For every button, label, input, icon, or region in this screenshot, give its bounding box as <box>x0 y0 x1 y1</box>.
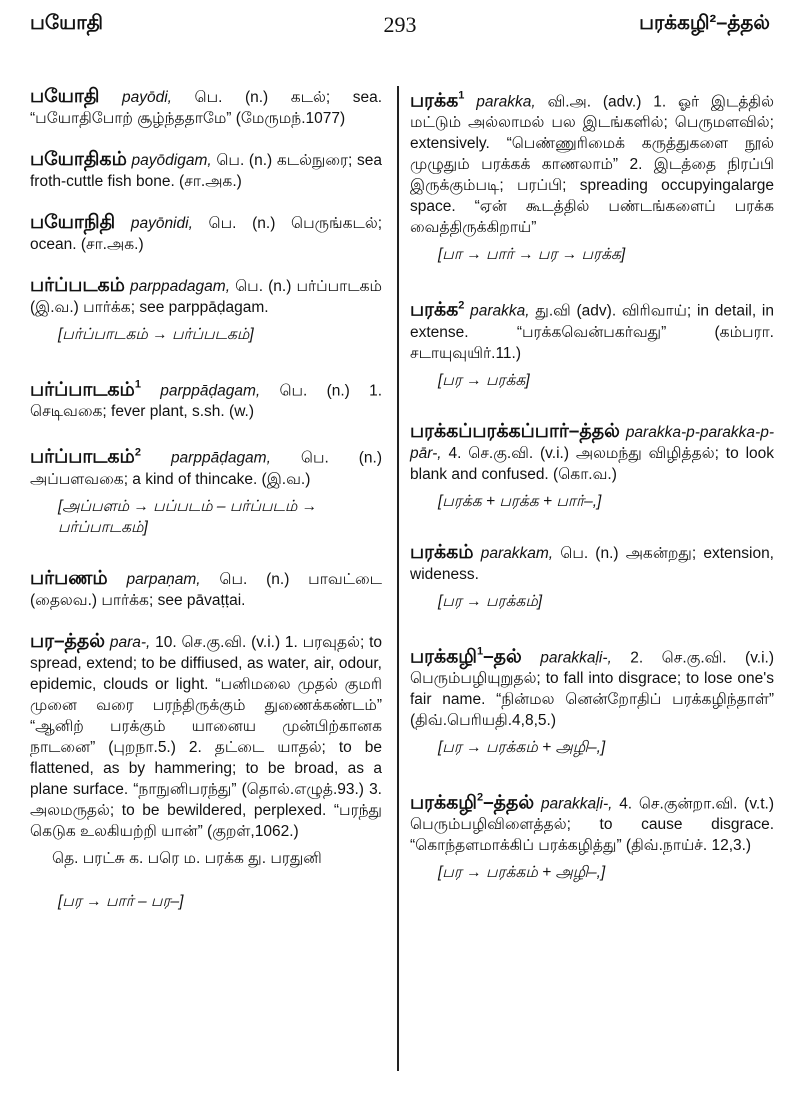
headword: பர்ப்படகம் <box>30 275 125 296</box>
headword: பரக்கம் <box>410 541 474 563</box>
headword: பர்ப்பாடகம் <box>30 379 135 401</box>
entry <box>30 149 382 192</box>
entry <box>30 275 382 318</box>
transliteration: parakkaḷi-, <box>540 648 612 666</box>
headword-suffix: –தல் <box>483 645 522 667</box>
etymology: [பர → பரக்கம் + அழி–,] <box>438 864 606 882</box>
header-left-guideword: பயோதி <box>30 12 104 34</box>
transliteration: parppāḍagam, <box>160 382 261 400</box>
transliteration: payōdi, <box>121 89 172 106</box>
headword: பயோநிதி <box>30 212 116 233</box>
entry <box>30 631 382 842</box>
definition: 4. செ.கு.வி. (v.i.) அலமந்து விழித்தல்; to look blank and confused. (கொ.வ.) <box>410 444 775 483</box>
entry <box>410 788 774 856</box>
entry <box>410 542 774 585</box>
headword: பர–த்தல் <box>30 630 106 652</box>
headword: பரக்க <box>410 299 459 321</box>
headword: பர்ப்பாடகம் <box>30 446 135 468</box>
definition: பெ. (n.) கடல்நுரை; sea froth-cuttle fish bone. (சா.அக.) <box>30 152 382 190</box>
definition: பெ. (n.) கடல்; sea. “பயோதிபோற் சூழ்ந்ததாமே” (மேருமந்.1077) <box>30 89 382 127</box>
etymology: [பர → பரக்கம் + அழி–,] <box>438 738 606 756</box>
entry <box>30 442 382 489</box>
transliteration: parppāḍagam, <box>170 449 271 467</box>
headword: பரக்க <box>410 90 459 112</box>
headword: பயோதி <box>30 86 100 107</box>
etymology: [பர → பரக்க] <box>438 371 530 389</box>
definition: பெ. (n.) 1. செடிவகை; fever plant, s.sh. (w.) <box>30 382 382 421</box>
entry <box>30 86 382 129</box>
transliteration: parakkaḷi-, <box>540 795 613 813</box>
definition: பெ. (n.) அகன்றது; extension, wideness. <box>410 544 774 583</box>
homonym-number: 2 <box>458 299 465 312</box>
column-divider <box>397 86 399 1071</box>
transliteration: parppadagam, <box>130 278 230 295</box>
homonym-number: 2 <box>476 791 484 804</box>
headword: பயோதிகம் <box>30 149 127 170</box>
header-right-guideword: பரக்கழி²–த்தல் <box>639 12 770 34</box>
transliteration: para-, <box>109 633 151 651</box>
definition: 4. செ.குன்றா.வி. (v.t.) பெரும்பழிவிளைத்தல்; to cause disgrace. “கொந்தளமாக்கிப் பரக்கழித்து” (திவ்.நாய்ச். 12,3.) <box>410 795 774 855</box>
definition: வி.அ. (adv.) 1. ஓர் இடத்தில் மட்டும் அல்லாமல் பல இடங்களில்; பெருமளவில்; extensively. “பெண்ணுரிமைக் கருத்துகளை நூல் முழுதும் பரக்கக் காணலாம்” 2. இடத்தை நிரப்பி இருக்கும்படி; பரப்பி; spreading occupyingalarge space. “ஏன் கூடத்தில் பண்டங்களைப் பரக்க வைத்திருக்கிறாய்” <box>410 93 774 237</box>
cognates: தெ. பரட்சு க. பரெ ம. பரக்க து. பரதுனி <box>52 849 322 867</box>
entry <box>30 212 382 255</box>
transliteration: parakka, <box>476 93 536 111</box>
transliteration: payōnidi, <box>130 215 193 232</box>
entry <box>410 295 774 363</box>
definition: 10. செ.கு.வி. (v.i.) 1. பரவுதல்; to spread, extend; to be diffiused, as water, air, odour, epidemic, clouds or light. “பனிமலை முதல் குமரி முனை வரை பரந்திருக்கும் துணைக்கண்டம்” “ஆனிற் பரக்கும் யானைய முன்பிற்கானக நாடனை” (புறநா.5.) 2. தட்டை யாதல்; to be flattened, as by hammering; to be broad, as a plane surface. “நாநுனிபரந்து” (தொல்.எழுத்.93.) 3. அலமருதல்; to be bewildered, perplexed. “பரந்து கெடுக உலகியற்றி யான்” (குறள்,1062.) <box>30 633 382 840</box>
homonym-number: 2 <box>134 446 141 459</box>
left-column <box>30 86 382 942</box>
etymology: [பர்ப்பாடகம் → பர்ப்படகம்] <box>58 326 254 343</box>
entry <box>410 421 774 485</box>
etymology: [பர → பார் – பர–] <box>58 892 184 910</box>
etymology: [பர → பரக்கம்] <box>438 592 543 610</box>
headword: பரக்கழி <box>410 645 477 667</box>
definition: பெ. (n.) அப்பளவகை; a kind of thincake. (இ.வ.) <box>30 449 382 488</box>
definition: பெ. (n.) பெருங்கடல்; ocean. (சா.அக.) <box>30 215 382 253</box>
homonym-number: 1 <box>476 645 484 658</box>
headword: பரக்கப்பரக்கப்பார்–த்தல் <box>410 420 620 442</box>
right-column <box>410 86 774 913</box>
transliteration: parakkam, <box>480 544 554 562</box>
headword-suffix: –த்தல் <box>483 792 535 814</box>
etymology: [பரக்க + பரக்க + பார்–,] <box>438 492 602 510</box>
homonym-number: 1 <box>458 90 465 102</box>
transliteration: payōdigam, <box>131 152 212 169</box>
homonym-number: 1 <box>134 379 141 391</box>
definition: 2. செ.கு.வி. (v.i.) பெரும்பழியுறுதல்; to fall into disgrace; to lose one's fair name. “நின்மல னென்றோதிப் பரக்கழிந்தாள்” (திவ்.பெரியதி.4,8,5.) <box>410 648 775 729</box>
headword: பரக்கழி <box>410 792 477 814</box>
headword: பர்பணம் <box>30 567 108 589</box>
transliteration: parakka, <box>470 302 530 320</box>
entry <box>30 375 382 422</box>
definition: பெ. (n.) பர்ப்பாடகம் (இ.வ.) பார்க்க; see parppāḍagam. <box>30 278 382 316</box>
definition: பெ. (n.) பாவட்டை (தைலவ.) பார்க்க; see pāvaṭṭai. <box>30 570 382 609</box>
entry <box>410 642 774 731</box>
transliteration: parpaṇam, <box>126 570 201 588</box>
etymology: [அப்பளம் → பப்படம் – பர்ப்படம் → பர்ப்பாடகம்] <box>58 497 318 536</box>
definition: து.வி (adv). விரிவாய்; in detail, in extense. “பரக்கவென்பகர்வது” (கம்பரா. சடாயுவுயிர்.11.) <box>410 302 774 362</box>
etymology: [பா → பார் → பர → பரக்க] <box>438 246 626 264</box>
transliteration: parakka-p-parakka-p-pār-, <box>410 423 774 462</box>
page-number: 293 <box>383 12 417 37</box>
page-header <box>30 6 770 40</box>
entry <box>30 568 382 611</box>
entry <box>410 86 774 238</box>
